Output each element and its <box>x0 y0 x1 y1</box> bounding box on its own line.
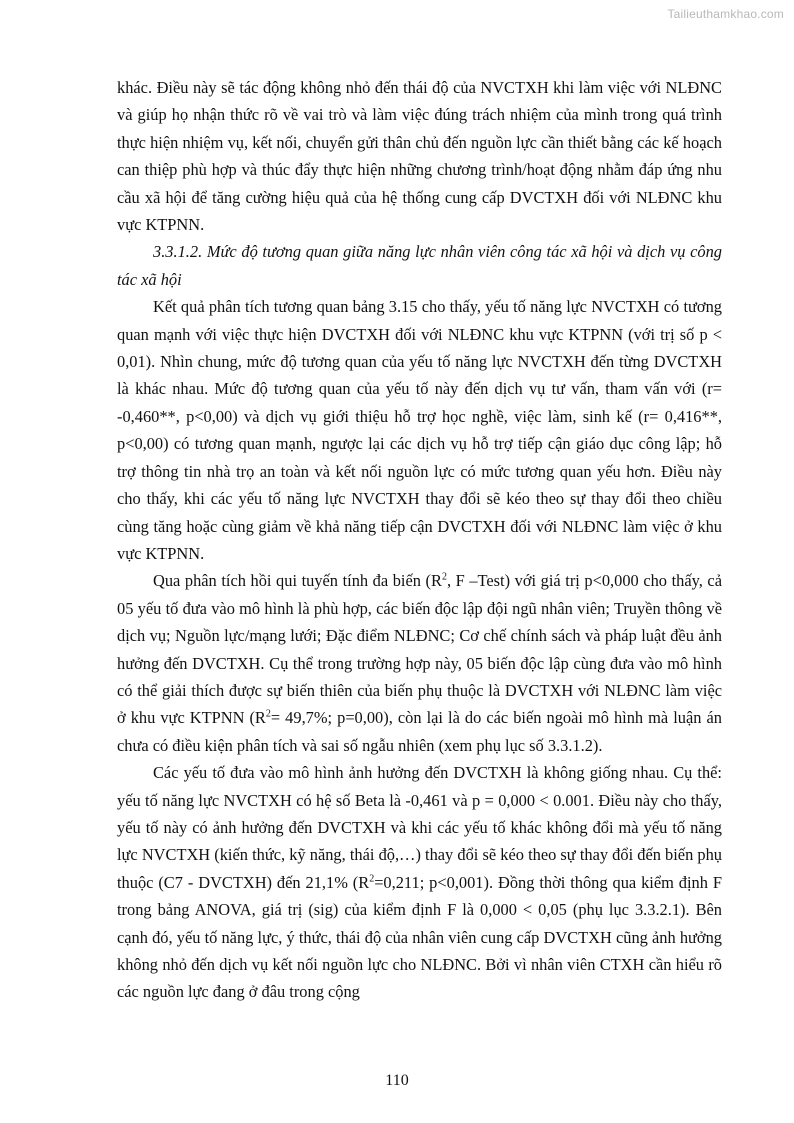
watermark: Tailieuthamkhao.com <box>667 7 784 21</box>
paragraph-4-text-a: Các yếu tố đưa vào mô hình ảnh hưởng đến DVCTXH là không giống nhau. Cụ thể: yếu tố năng lực NVCTXH có hệ số Beta là -0,461 và p = 0,000 < 0.001. Điều này cho thấy, yếu tố này có ảnh hưởng đến DVCTXH và khi các yếu tố khác không đổi mà yếu tố năng lực NVCTXH (kiến thức, kỹ năng, thái độ,…) thay đổi sẽ kéo theo sự thay đổi đến biến phụ thuộc (C7 - DVCTXH) đến 21,1% (R <box>117 763 722 892</box>
paragraph-3 <box>117 567 722 759</box>
paragraph-3-text-c: = 49,7%; p=0,00), còn lại là do các biến ngoài mô hình mà luận án chưa có điều kiện phân tích và sai số ngẫu nhiên (xem phụ lục số 3.3.1.2). <box>117 708 722 755</box>
paragraph-3-text-b: , F –Test) với giá trị p<0,000 cho thấy, cả 05 yếu tố đưa vào mô hình là phù hợp, các biến độc lập đội ngũ nhân viên; Truyền thông về dịch vụ; Nguồn lực/mạng lưới; Đặc điểm NLĐNC; Cơ chế chính sách và pháp luật đều ảnh hưởng đến DVCTXH. Cụ thể trong trường hợp này, 05 biến độc lập cùng đưa vào mô hình có thể giải thích được sự biến thiên của biến phụ thuộc là DVCTXH với NLĐNC làm việc ở khu vực KTPNN (R <box>117 571 722 728</box>
paragraph-3-text-a: Qua phân tích hồi qui tuyến tính đa biến (R <box>153 571 442 591</box>
paragraph-4 <box>117 759 722 1006</box>
superscript: 2 <box>369 873 375 885</box>
page-number: 110 <box>385 1072 409 1089</box>
paragraph-1: khác. Điều này sẽ tác động không nhỏ đến thái độ của NVCTXH khi làm việc với NLĐNC và giúp họ nhận thức rõ về vai trò và làm việc đúng trách nhiệm của mình trong quá trình thực hiện nhiệm vụ, kết nối, chuyển gửi thân chủ đến nguồn lực cần thiết bằng các kế hoạch can thiệp phù hợp và thúc đẩy thực hiện những chương trình/hoạt động nhằm đáp ứng nhu cầu xã hội để tăng cường hiệu quả của hệ thống cung cấp DVCTXH đối với NLĐNC khu vực KTPNN. <box>117 78 722 235</box>
superscript: 2 <box>441 571 447 583</box>
paragraph-2: Kết quả phân tích tương quan bảng 3.15 cho thấy, yếu tố năng lực NVCTXH có tương quan mạnh với việc thực hiện DVCTXH đối với NLĐNC khu vực KTPNN (với trị số p < 0,01). Nhìn chung, mức độ tương quan của yếu tố năng lực NVCTXH đến từng DVCTXH là khác nhau. Mức độ tương quan của yếu tố này đến dịch vụ tư vấn, tham vấn với (r= -0,460**, p<0,00) và dịch vụ giới thiệu hỗ trợ học nghề, việc làm, sinh kế (r= 0,416**, p<0,00) có tương quan mạnh, ngược lại các dịch vụ hỗ trợ tiếp cận giáo dục công lập; hỗ trợ thông tin nhà trọ an toàn và kết nối nguồn lực có mức tương quan yếu hơn. Điều này cho thấy, khi các yếu tố năng lực NVCTXH thay đổi sẽ kéo theo sự thay đổi theo chiều cùng tăng hoặc cùng giảm về khả năng tiếp cận DVCTXH đối với NLĐNC làm việc ở khu vực KTPNN. <box>117 297 722 563</box>
page-body <box>117 74 722 1006</box>
superscript: 2 <box>265 708 271 720</box>
paragraph-4-text-b: =0,211; p<0,001). Đồng thời thông qua kiểm định F trong bảng ANOVA, giá trị (sig) của kiểm định F là 0,000 < 0,05 (phụ lục 3.3.2.1). Bên cạnh đó, yếu tố năng lực, ý thức, thái độ của nhân viên cung cấp DVCTXH cũng ảnh hưởng không nhỏ đến dịch vụ kết nối nguồn lực cho NLĐNC. Bởi vì nhân viên CTXH cần hiểu rõ các nguồn lực đang ở đâu trong cộng <box>117 872 722 1002</box>
section-heading: 3.3.1.2. Mức độ tương quan giữa năng lực nhân viên công tác xã hội và dịch vụ công tác xã hội <box>117 242 722 289</box>
